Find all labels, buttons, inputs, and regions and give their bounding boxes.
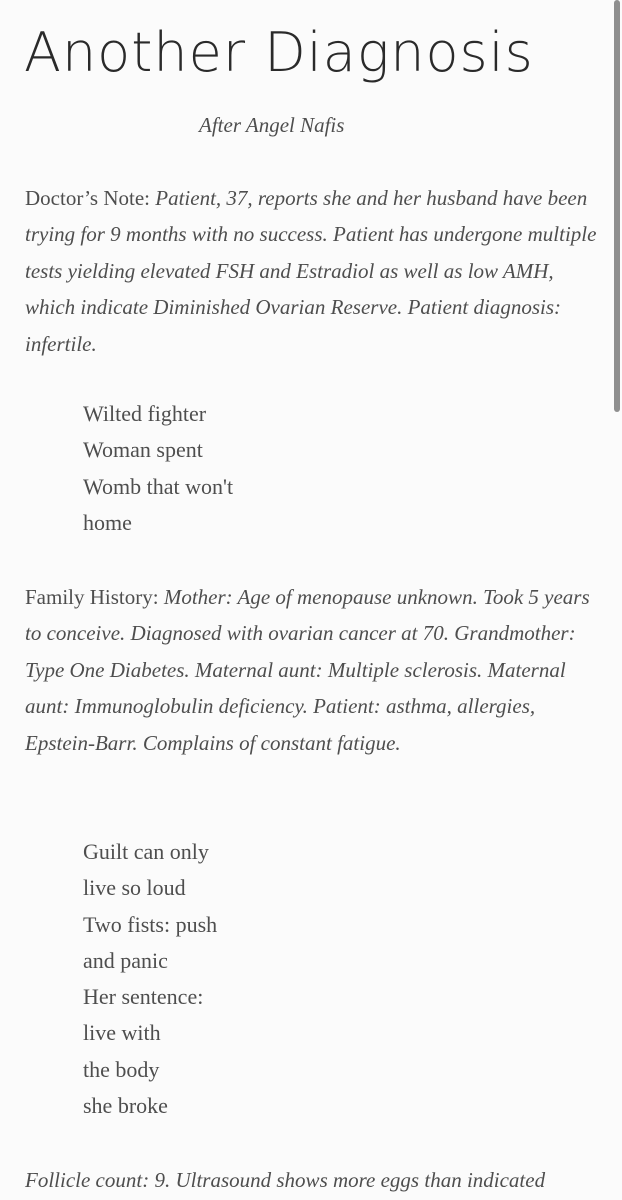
epigraph: After Angel Nafis bbox=[199, 113, 345, 137]
stanza-line: Womb that won't bbox=[83, 473, 234, 499]
scrollbar[interactable] bbox=[614, 0, 620, 412]
stanza-line: home bbox=[83, 509, 132, 535]
family-history-label: Family History: bbox=[25, 585, 164, 609]
stanza-1 bbox=[83, 396, 233, 541]
stanza-line: Wilted fighter bbox=[83, 401, 207, 426]
doctors-note-label: Doctor’s Note: bbox=[25, 186, 156, 210]
doctors-note-text: Patient, 37, reports she and her husband have been trying for 9 months with no success. Patient has undergone multiple tests yielding elevated FSH and Estradiol as well as low AMH, which indicate Diminished Ovarian Reserve. Patient diagnosis: infertile. bbox=[25, 186, 597, 356]
stanza-line: the body bbox=[83, 1056, 160, 1082]
family-history-paragraph bbox=[25, 579, 603, 761]
doctors-note-paragraph bbox=[25, 180, 603, 362]
follicle-paragraph bbox=[25, 1162, 603, 1198]
stanza-line: Her sentence: bbox=[83, 984, 204, 1010]
family-history-text: Mother: Age of menopause unknown. Took 5 years to conceive. Diagnosed with ovarian cancer at 70. Grandmother: Type One Diabetes. Maternal aunt: Multiple sclerosis. Maternal aunt: Immunoglobulin deficiency. Patient: asthma, allergies, Epstein-Barr. Complains of constant fatigue. bbox=[25, 585, 590, 755]
stanza-line: Guilt can only bbox=[83, 839, 209, 864]
stanza-line: live with bbox=[83, 1020, 161, 1046]
article-title: Another Diagnosis bbox=[24, 21, 534, 84]
stanza-line: Two fists: push bbox=[83, 911, 218, 937]
follicle-text: Follicle count: 9. Ultrasound shows more eggs than indicated bbox=[25, 1168, 546, 1192]
stanza-2 bbox=[83, 834, 217, 1124]
stanza-line: live so loud bbox=[83, 875, 186, 901]
stanza-line: she broke bbox=[83, 1093, 168, 1119]
stanza-line: and panic bbox=[83, 947, 168, 973]
stanza-line: Woman spent bbox=[83, 437, 203, 463]
